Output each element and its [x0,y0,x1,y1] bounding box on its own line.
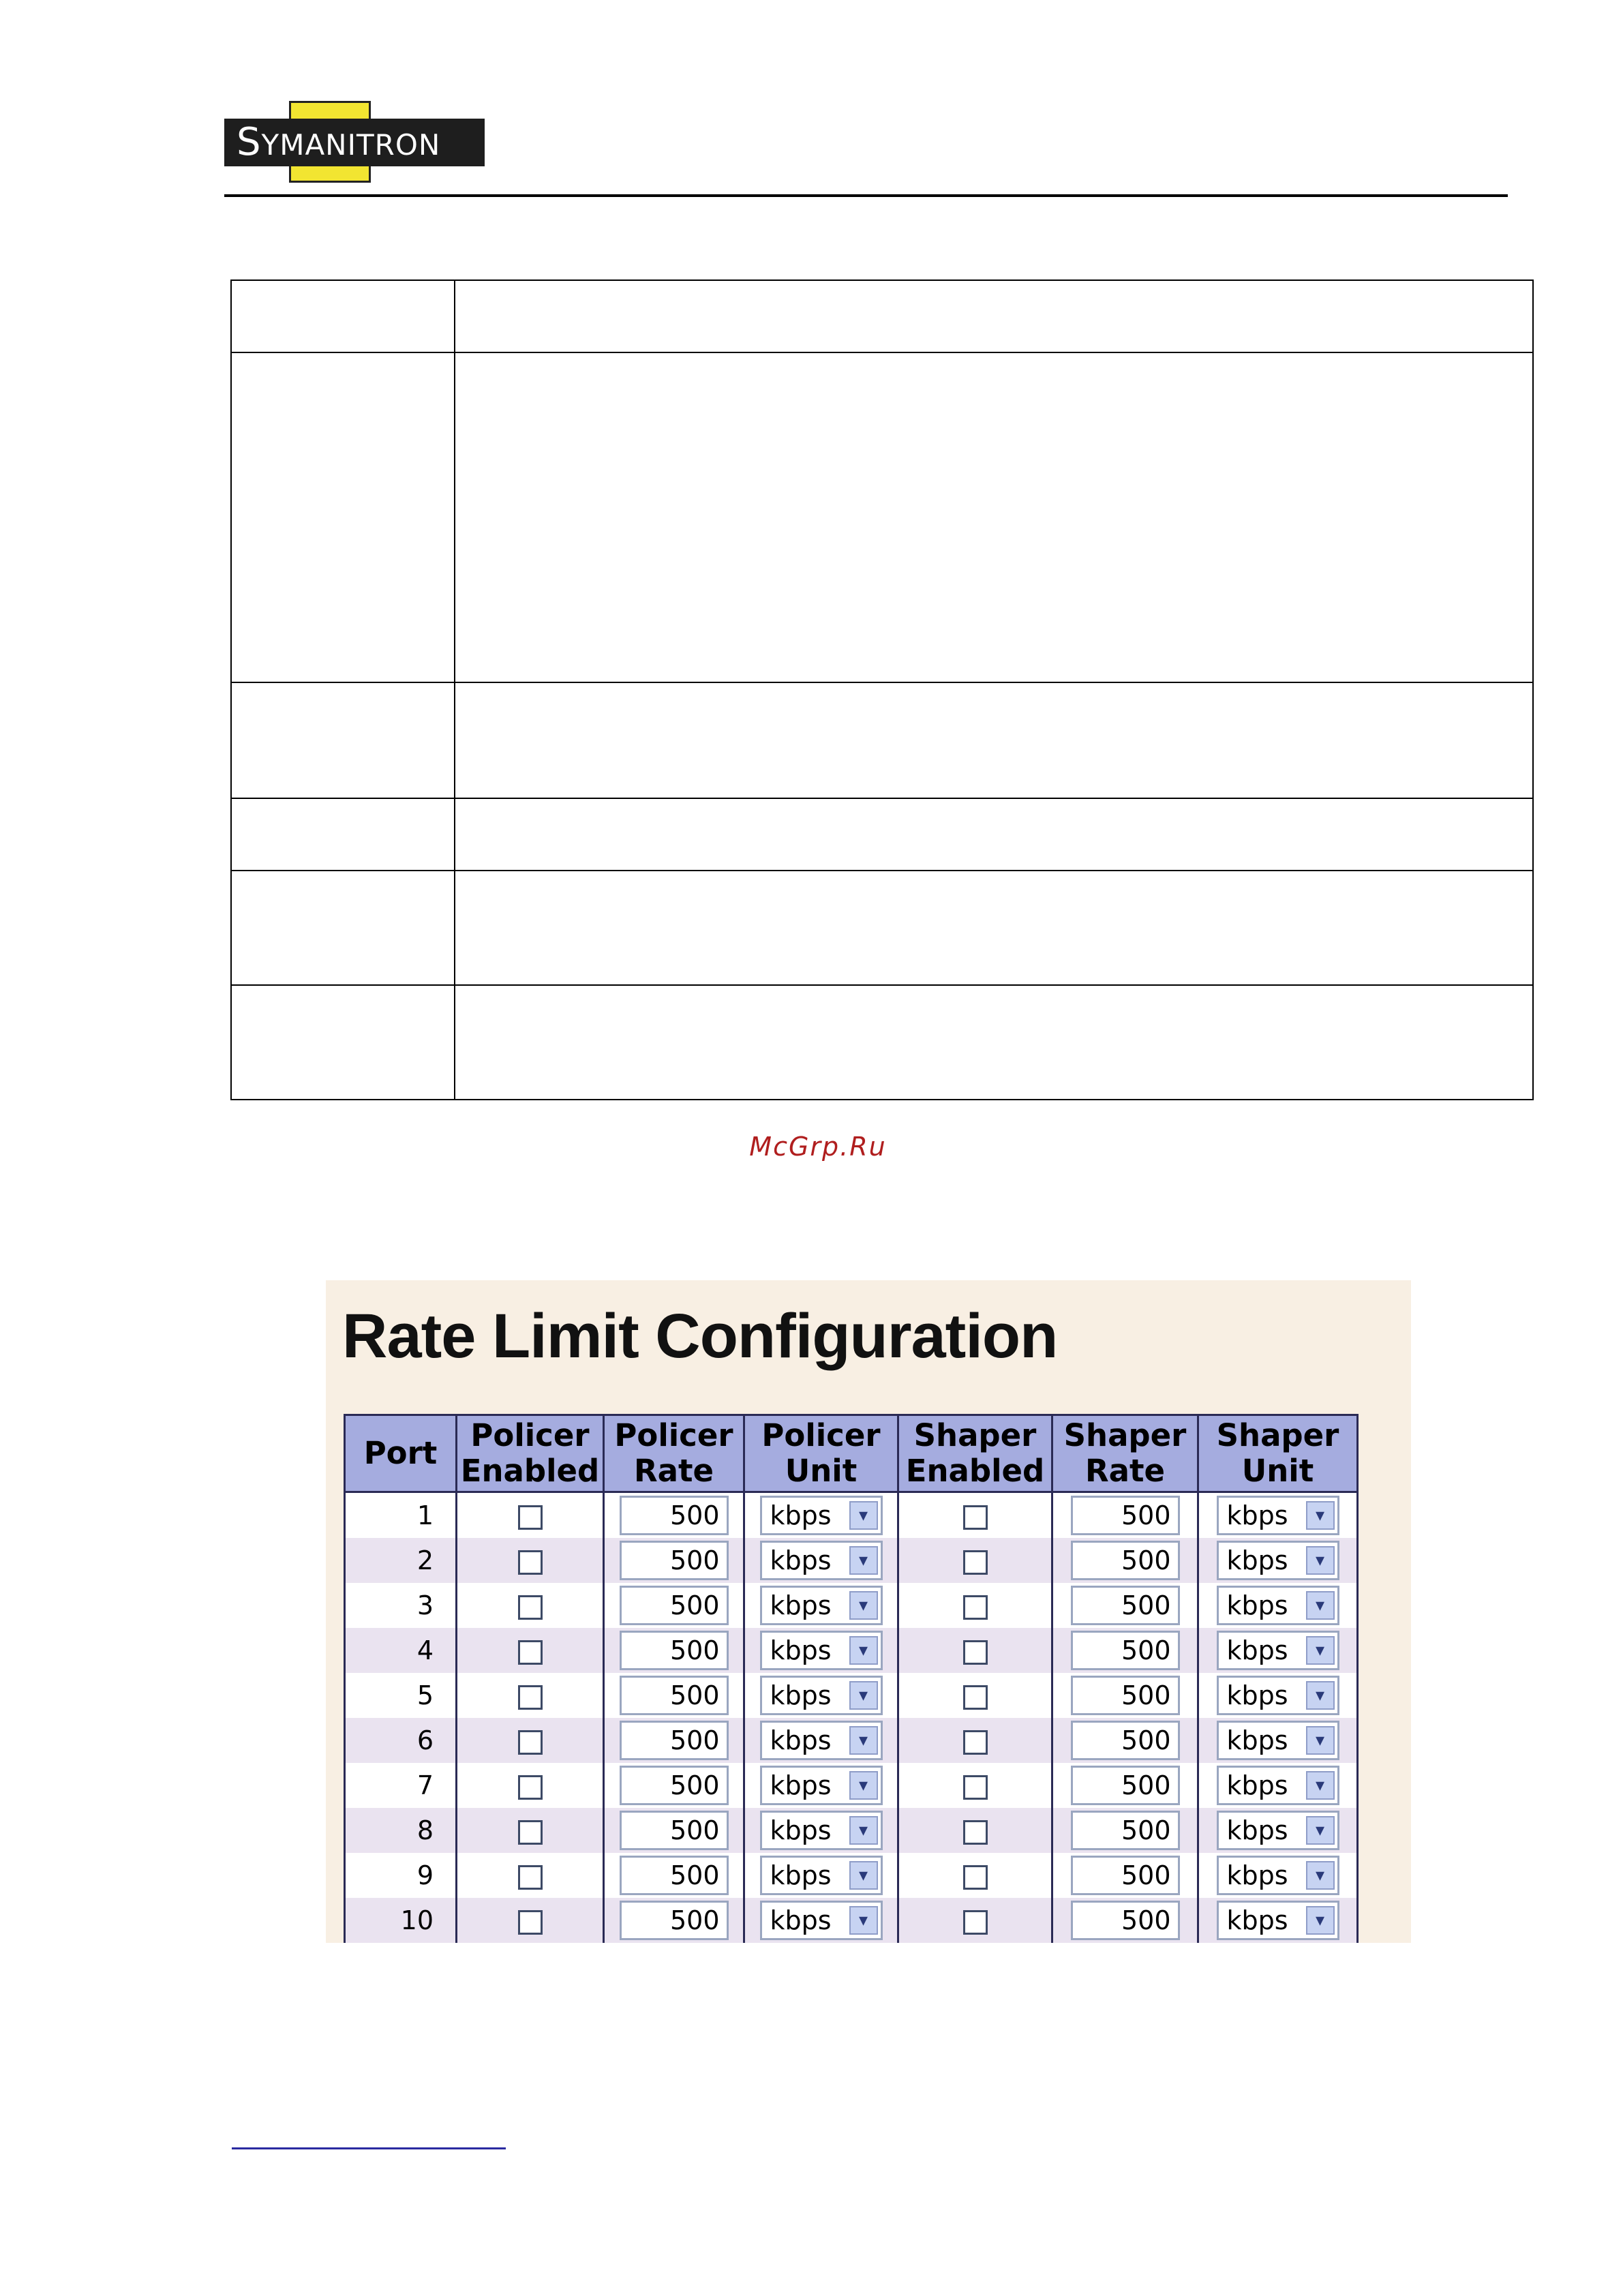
table-row [345,1628,1358,1673]
shaper-rate-input[interactable]: 500 [1071,1856,1180,1895]
shaper-rate-input[interactable]: 500 [1071,1631,1180,1670]
shaper-unit-select[interactable]: kbps ▾ [1217,1766,1339,1805]
shaper-enabled-checkbox[interactable] [963,1505,988,1530]
policer-unit-select[interactable]: kbps ▾ [760,1721,883,1760]
header-policer-enabled: Policer Enabled [457,1415,604,1492]
table-cell [231,682,455,798]
policer-enabled-checkbox[interactable] [518,1505,543,1530]
policer-unit-select[interactable]: kbps ▾ [760,1811,883,1850]
policer-unit-select[interactable]: kbps ▾ [760,1541,883,1580]
chevron-down-icon: ▾ [849,1501,878,1530]
port-number: 1 [345,1492,457,1539]
policer-rate-input[interactable]: 500 [620,1901,729,1940]
shaper-unit-select[interactable]: kbps ▾ [1217,1541,1339,1580]
policer-rate-input[interactable]: 500 [620,1721,729,1760]
description-table [230,280,1534,1100]
chevron-down-icon: ▾ [849,1591,878,1620]
policer-enabled-checkbox[interactable] [518,1685,543,1710]
header-shaper-enabled: Shaper Enabled [898,1415,1052,1492]
footnote-rule [232,2147,506,2149]
port-number: 6 [345,1718,457,1763]
header-rule [224,194,1508,197]
table-row [345,1763,1358,1808]
policer-rate-input[interactable]: 500 [620,1856,729,1895]
shaper-rate-input[interactable]: 500 [1071,1811,1180,1850]
port-number: 8 [345,1808,457,1853]
table-cell [231,985,455,1100]
shaper-rate-input[interactable]: 500 [1071,1676,1180,1715]
shaper-enabled-checkbox[interactable] [963,1910,988,1935]
policer-rate-input[interactable]: 500 [620,1766,729,1805]
shaper-unit-select[interactable]: kbps ▾ [1217,1901,1339,1940]
port-number: 3 [345,1583,457,1628]
shaper-enabled-checkbox[interactable] [963,1775,988,1800]
table-cell [455,798,1533,871]
chevron-down-icon: ▾ [1306,1546,1335,1575]
shaper-enabled-checkbox[interactable] [963,1640,988,1665]
table-row [345,1718,1358,1763]
port-number: 5 [345,1673,457,1718]
table-row [345,1808,1358,1853]
policer-enabled-checkbox[interactable] [518,1595,543,1620]
shaper-unit-select[interactable]: kbps ▾ [1217,1676,1339,1715]
port-number: 10 [345,1898,457,1943]
policer-rate-input[interactable]: 500 [620,1811,729,1850]
port-number: 2 [345,1538,457,1583]
shaper-rate-input[interactable]: 500 [1071,1541,1180,1580]
symanitron-logo [224,101,485,183]
policer-enabled-checkbox[interactable] [518,1865,543,1890]
table-cell [455,871,1533,985]
policer-enabled-checkbox[interactable] [518,1730,543,1755]
policer-rate-input[interactable]: 500 [620,1541,729,1580]
policer-unit-select[interactable]: kbps ▾ [760,1766,883,1805]
chevron-down-icon: ▾ [849,1771,878,1800]
chevron-down-icon: ▾ [849,1636,878,1665]
policer-unit-select[interactable]: kbps ▾ [760,1586,883,1625]
shaper-unit-select[interactable]: kbps ▾ [1217,1856,1339,1895]
chevron-down-icon: ▾ [1306,1771,1335,1800]
chevron-down-icon: ▾ [849,1861,878,1890]
chevron-down-icon: ▾ [1306,1636,1335,1665]
shaper-enabled-checkbox[interactable] [963,1550,988,1575]
shaper-rate-input[interactable]: 500 [1071,1586,1180,1625]
shaper-unit-select[interactable]: kbps ▾ [1217,1586,1339,1625]
policer-unit-select[interactable]: kbps ▾ [760,1676,883,1715]
header-shaper-rate: Shaper Rate [1052,1415,1198,1492]
shaper-unit-select[interactable]: kbps ▾ [1217,1721,1339,1760]
chevron-down-icon: ▾ [849,1816,878,1845]
policer-unit-select[interactable]: kbps ▾ [760,1496,883,1535]
port-number: 9 [345,1853,457,1898]
chevron-down-icon: ▾ [849,1726,878,1755]
shaper-unit-select[interactable]: kbps ▾ [1217,1496,1339,1535]
header-policer-rate: Policer Rate [604,1415,744,1492]
policer-rate-input[interactable]: 500 [620,1631,729,1670]
table-cell [231,798,455,871]
table-cell [455,352,1533,682]
shaper-rate-input[interactable]: 500 [1071,1496,1180,1535]
table-cell [455,682,1533,798]
chevron-down-icon: ▾ [1306,1501,1335,1530]
table-header-row [345,1415,1358,1492]
policer-rate-input[interactable]: 500 [620,1676,729,1715]
port-number: 7 [345,1763,457,1808]
shaper-enabled-checkbox[interactable] [963,1730,988,1755]
chevron-down-icon: ▾ [849,1906,878,1935]
shaper-enabled-checkbox[interactable] [963,1820,988,1845]
shaper-rate-input[interactable]: 500 [1071,1721,1180,1760]
chevron-down-icon: ▾ [1306,1906,1335,1935]
table-row [345,1538,1358,1583]
rate-limit-table [344,1414,1359,1943]
shaper-enabled-checkbox[interactable] [963,1685,988,1710]
chevron-down-icon: ▾ [1306,1816,1335,1845]
table-cell [231,871,455,985]
policer-enabled-checkbox[interactable] [518,1775,543,1800]
chevron-down-icon: ▾ [849,1681,878,1710]
policer-unit-select[interactable]: kbps ▾ [760,1856,883,1895]
chevron-down-icon: ▾ [1306,1726,1335,1755]
table-row [345,1898,1358,1943]
policer-rate-input[interactable]: 500 [620,1586,729,1625]
logo-wordmark: SYMANITRON [224,119,485,166]
policer-rate-input[interactable]: 500 [620,1496,729,1535]
chevron-down-icon: ▾ [1306,1591,1335,1620]
policer-enabled-checkbox[interactable] [518,1550,543,1575]
chevron-down-icon: ▾ [1306,1861,1335,1890]
shaper-unit-select[interactable]: kbps ▾ [1217,1811,1339,1850]
table-cell [455,280,1533,352]
header-shaper-unit: Shaper Unit [1198,1415,1358,1492]
page-title: Rate Limit Configuration [342,1301,1058,1371]
rate-limit-screenshot [326,1280,1411,1943]
watermark: McGrp.Ru [749,1132,887,1162]
shaper-unit-select[interactable]: kbps ▾ [1217,1631,1339,1670]
header-policer-unit: Policer Unit [744,1415,898,1492]
table-cell [455,985,1533,1100]
table-row [345,1853,1358,1898]
policer-enabled-checkbox[interactable] [518,1910,543,1935]
policer-enabled-checkbox[interactable] [518,1820,543,1845]
table-row [345,1492,1358,1539]
policer-unit-select[interactable]: kbps ▾ [760,1631,883,1670]
shaper-rate-input[interactable]: 500 [1071,1766,1180,1805]
table-row [345,1583,1358,1628]
policer-unit-select[interactable]: kbps ▾ [760,1901,883,1940]
policer-enabled-checkbox[interactable] [518,1640,543,1665]
table-row [345,1673,1358,1718]
chevron-down-icon: ▾ [849,1546,878,1575]
port-number: 4 [345,1628,457,1673]
table-cell [231,280,455,352]
table-cell [231,352,455,682]
shaper-enabled-checkbox[interactable] [963,1595,988,1620]
shaper-enabled-checkbox[interactable] [963,1865,988,1890]
header-port: Port [345,1415,457,1492]
chevron-down-icon: ▾ [1306,1681,1335,1710]
shaper-rate-input[interactable]: 500 [1071,1901,1180,1940]
